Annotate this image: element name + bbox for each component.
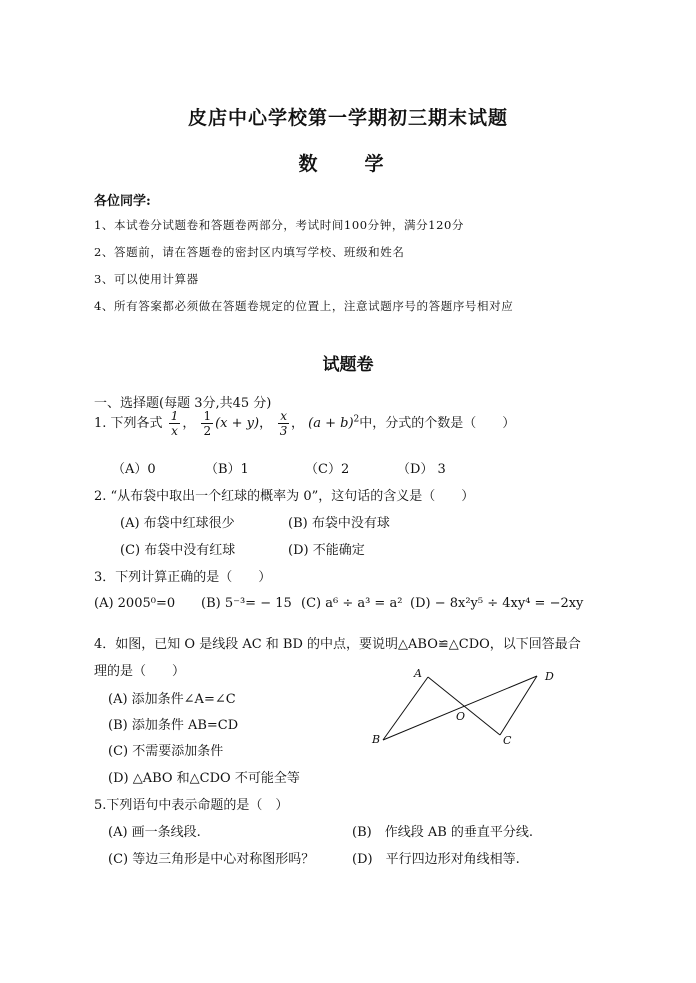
label-b: B xyxy=(372,733,381,746)
instruction-3: 3、可以使用计算器 xyxy=(94,272,199,286)
instruction-4: 4、所有答案都必须做在答题卷规定的位置上，注意试题序号的答题序号相对应 xyxy=(94,299,514,313)
q4-option-a: (A) 添加条件∠A=∠C xyxy=(108,692,236,707)
paper-title: 试题卷 xyxy=(322,355,374,375)
question-3-stem: 3．下列计算正确的是（ ） xyxy=(94,570,272,585)
q1-prefix: 1. 下列各式 xyxy=(94,416,163,431)
q4-option-c: (C) 不需要添加条件 xyxy=(108,744,224,759)
instruction-2: 2、答题前，请在答题卷的密封区内填写学校、班级和姓名 xyxy=(94,245,405,259)
q1-option-c: （C）2 xyxy=(305,462,350,477)
q2-option-c: (C) 布袋中没有红球 xyxy=(120,543,236,558)
q2-option-d: (D) 不能确定 xyxy=(288,543,365,558)
q3-option-c: (C) a⁶ ÷ a³ = a² xyxy=(301,596,403,611)
q4-option-d: (D) △ABO 和△CDO 不可能全等 xyxy=(108,771,300,786)
subject-title: 数 学 xyxy=(298,153,398,175)
label-c: C xyxy=(503,734,512,747)
label-o: O xyxy=(456,710,466,723)
segment-cd xyxy=(500,676,537,735)
q5-option-d: (D) 平行四边形对角线相等. xyxy=(352,852,520,867)
q1-expression-4-exponent: 2 xyxy=(353,414,360,425)
question-2-stem: 2. “从布袋中取出一个红球的概率为 0”，这句话的含义是（ ） xyxy=(94,489,475,504)
question-5-stem: 5.下列语句中表示命题的是（ ） xyxy=(94,798,289,813)
greeting: 各位同学: xyxy=(94,194,151,209)
question-4-stem: 4．如图，已知 O 是线段 AC 和 BD 的中点，要说明△ABO≌△CDO，以下回答最合 xyxy=(94,637,581,652)
exam-title: 皮店中心学校第一学期初三期末试题 xyxy=(187,107,508,129)
q2-option-b: (B) 布袋中没有球 xyxy=(288,516,390,531)
q1-fraction-2: $\frac{1}{2}$ xyxy=(203,409,212,438)
q3-option-b: (B) 5⁻³= − 15 xyxy=(201,596,292,611)
q2-option-a: (A) 布袋中红球很少 xyxy=(120,516,235,531)
q1-option-b: （B）1 xyxy=(205,462,249,477)
q1-option-a: （A）0 xyxy=(112,462,156,477)
q1-fraction-3: $\frac{x}{3}$ xyxy=(279,409,288,438)
instruction-1: 1、本试卷分试题卷和答题卷两部分，考试时间100分钟，满分120分 xyxy=(94,218,465,232)
q5-option-b: (B) 作线段 AB 的垂直平分线. xyxy=(352,825,534,840)
question-1-stem: 1. 下列各式 $\frac{1}{x}$ ， $\frac{1}{2}$ (x + y)， $\frac{x}{3}$ ， $(a + b)^2$中，分式的个数是（ ） xyxy=(94,409,516,438)
q5-option-c: (C) 等边三角形是中心对称图形吗？ xyxy=(108,852,315,867)
q3-option-d: (D) − 8x²y⁵ ÷ 4xy⁴ = −2xy xyxy=(410,596,584,611)
label-d: D xyxy=(545,670,554,683)
question-4-stem-cont: 理的是（ ） xyxy=(94,664,186,679)
q4-option-b: (B) 添加条件 AB=CD xyxy=(108,718,239,733)
q1-fraction-1: $\frac{1}{x}$ xyxy=(170,409,179,438)
section-heading: 一、选择题(每题 3分,共45 分) xyxy=(94,396,272,411)
q1-fraction-2-tail: (x + y) xyxy=(215,416,260,431)
segment-ac xyxy=(428,677,500,735)
q3-option-a: (A) 2005⁰=0 xyxy=(94,596,176,611)
q5-option-a: (A) 画一条线段. xyxy=(108,825,201,840)
label-a: A xyxy=(414,667,422,680)
q1-expression-4: (a + b) xyxy=(308,416,354,431)
q1-suffix: 中，分式的个数是（ ） xyxy=(359,416,516,431)
q1-option-d: （D） 3 xyxy=(397,462,446,477)
